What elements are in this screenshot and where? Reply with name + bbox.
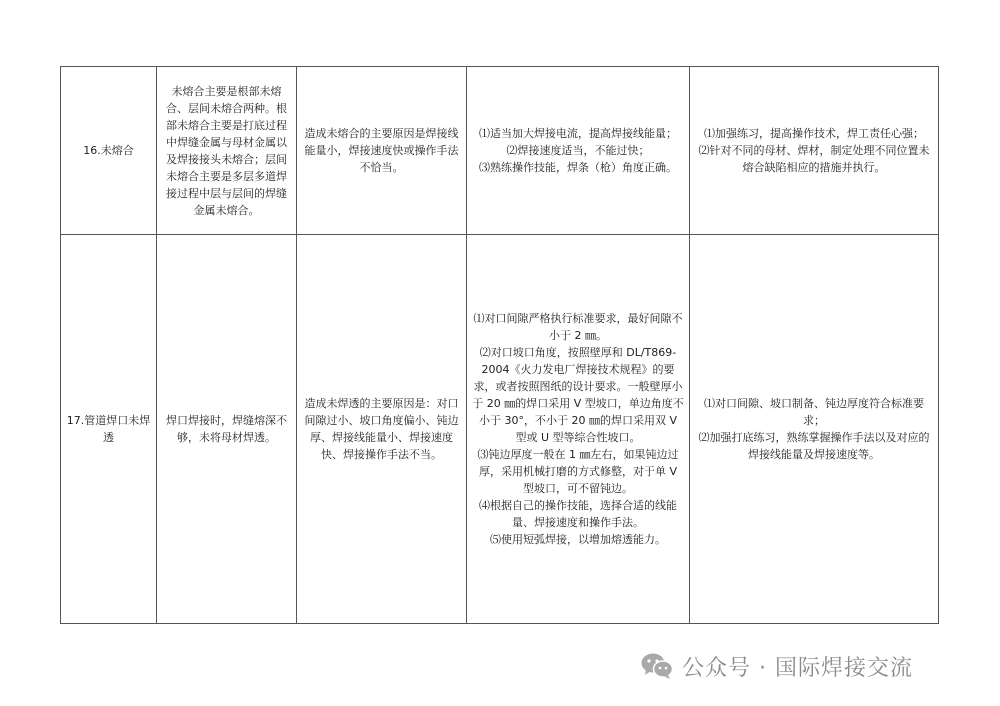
measure-item: ⑷根据自己的操作技能，选择合适的线能量、焊接速度和操作手法。: [479, 499, 677, 529]
measure-item: ⑴对口间隙严格执行标准要求，最好间隙不小于 2 ㎜。: [473, 312, 683, 342]
measure-item: ⑴适当加大焊接电流，提高焊接线能量；: [479, 127, 677, 140]
management-measures: [690, 235, 939, 624]
measure-item: ⑵对口坡口角度，按照壁厚和 DL/T869-2004《火力发电厂焊接技术规程》的要求，或者按照图纸的设计要求。一般壁厚小于 20 ㎜的焊口采用 V 型坡口，单边角度不小于 30°，不小于 20 ㎜的焊口采用双 V 型或 U 型等综合性坡口。: [472, 346, 684, 444]
measure-item: ⑵焊接速度适当，不能过快；: [506, 144, 650, 157]
watermark: [640, 649, 913, 683]
prevention-measures: [467, 235, 690, 624]
management-measures: [690, 67, 939, 235]
table-row: [61, 67, 939, 235]
management-item: ⑵针对不同的母材、焊材，制定处理不同位置未熔合缺陷相应的措施并执行。: [698, 144, 930, 174]
management-item: ⑴加强练习，提高操作技术，焊工责任心强；: [704, 127, 924, 140]
table-row: [61, 235, 939, 624]
defect-description: 未熔合主要是根部未熔合、层间未熔合两种。根部未熔合主要是打底过程中焊缝金属与母材金属以及焊接接头未熔合；层间未熔合主要是多层多道焊接过程中层与层间的焊缝金属未熔合。: [157, 67, 297, 235]
defect-cause: 造成未熔合的主要原因是焊接线能量小，焊接速度快或操作手法不恰当。: [297, 67, 467, 235]
defect-description: 焊口焊接时，焊缝熔深不够，未将母材焊透。: [157, 235, 297, 624]
defect-name: 16.未熔合: [61, 67, 157, 235]
watermark-text: 公众号 · 国际焊接交流: [682, 655, 913, 681]
prevention-measures: [467, 67, 690, 235]
measure-item: ⑶熟练操作技能，焊条（枪）角度正确。: [479, 161, 677, 174]
defect-table: [60, 66, 939, 624]
measure-item: ⑸使用短弧焊接，以增加熔透能力。: [490, 533, 666, 546]
wechat-icon: [640, 652, 674, 680]
defect-cause: 造成未焊透的主要原因是：对口间隙过小、坡口角度偏小、钝边厚、焊接线能量小、焊接速度快、焊接操作手法不当。: [297, 235, 467, 624]
management-item: ⑵加强打底练习，熟练掌握操作手法以及对应的焊接线能量及焊接速度等。: [698, 431, 930, 461]
management-item: ⑴对口间隙、坡口制备、钝边厚度符合标准要求；: [704, 397, 924, 427]
measure-item: ⑶钝边厚度一般在 1 ㎜左右，如果钝边过厚，采用机械打磨的方式修整，对于单 V 型坡口，可不留钝边。: [477, 448, 679, 495]
defect-name: 17.管道焊口未焊透: [61, 235, 157, 624]
